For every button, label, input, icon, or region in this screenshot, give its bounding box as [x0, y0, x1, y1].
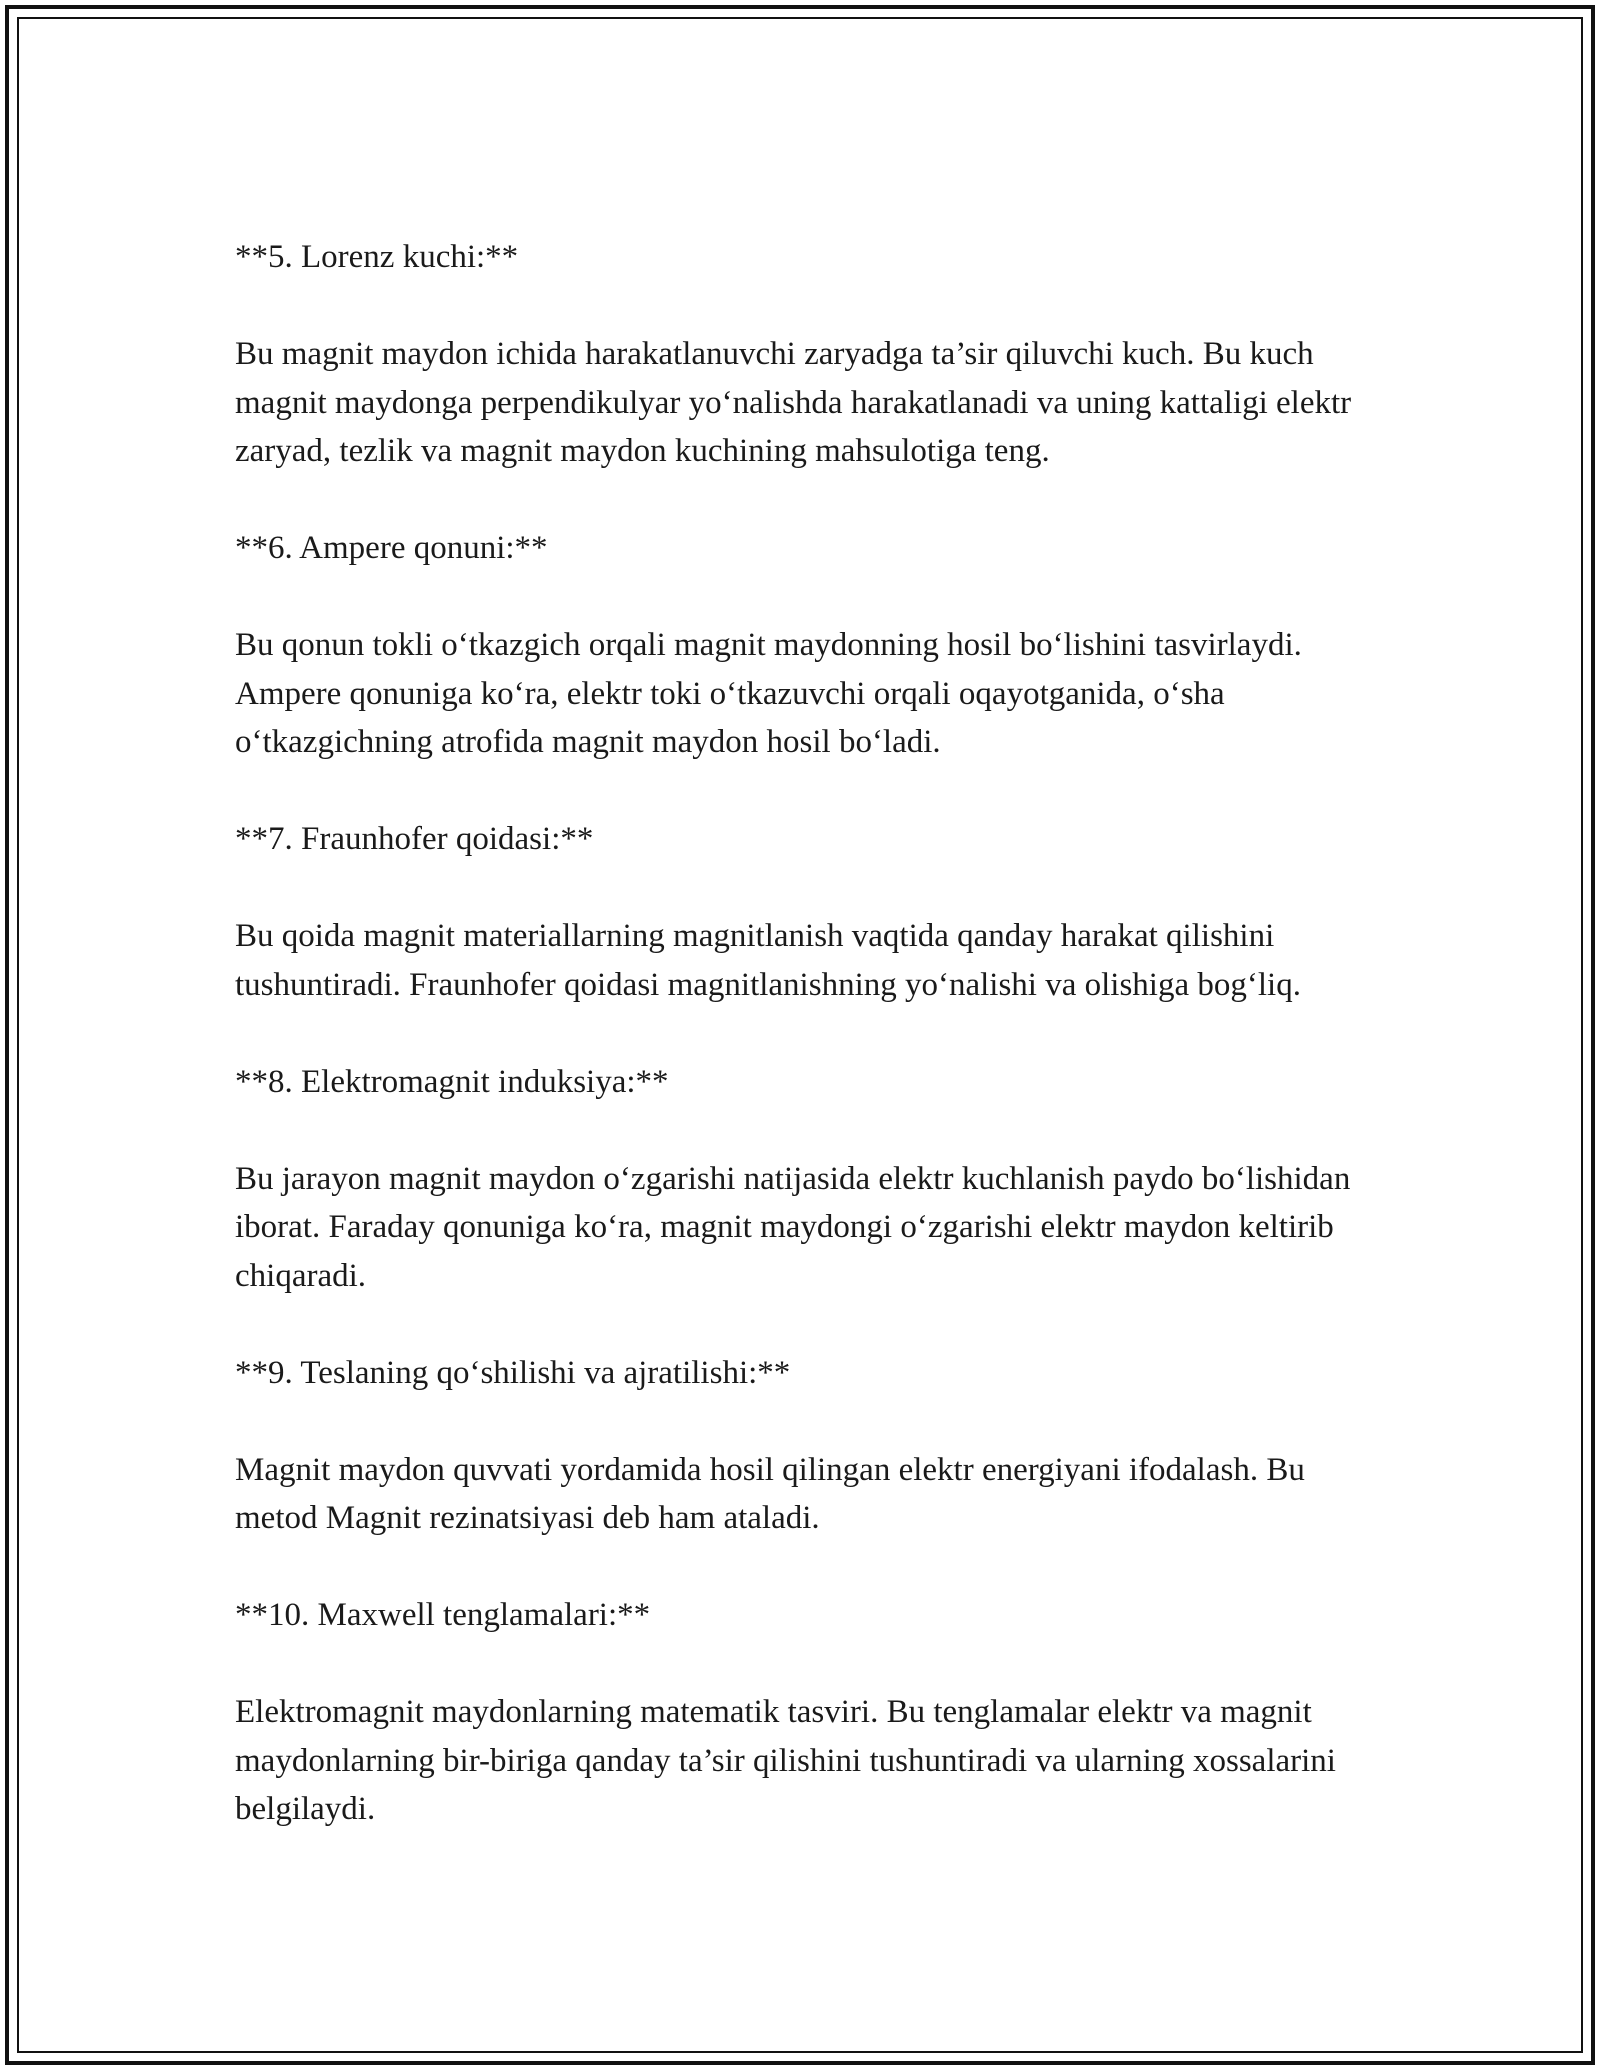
section-heading-10: **10. Maxwell tenglamalari:**	[235, 1597, 651, 1633]
section-paragraph-5: Bu magnit maydon ichida harakatlanuvchi zaryadga ta’sir qiluvchi kuch. Bu kuch magnit maydonga perpendikulyar yo‘nalishda harakatlanadi va uning kattaligi elektr zaryad, tezlik va magnit maydon kuchining mahsulotiga teng.	[235, 336, 1352, 469]
section-paragraph-6: Bu qonun tokli o‘tkazgich orqali magnit maydonning hosil bo‘lishini tasvirlaydi. Ampere qonuniga ko‘ra, elektr toki o‘tkazuvchi orqali oqayotganida, o‘sha o‘tkazgichning atrofida magnit maydon hosil bo‘ladi.	[235, 627, 1302, 760]
section-heading-9: **9. Teslaning qo‘shilishi va ajratilishi:**	[235, 1354, 791, 1391]
section-paragraph-9: Magnit maydon quvvati yordamida hosil qilingan elektr energiyani ifodalash. Bu metod Magnit rezinatsiyasi deb ham ataladi.	[235, 1451, 1305, 1536]
section-heading-6: **6. Ampere qonuni:**	[235, 530, 548, 566]
document-body	[235, 233, 1395, 1882]
section-heading-8: **8. Elektromagnit induksiya:**	[235, 1063, 669, 1100]
section-heading-7: **7. Fraunhofer qoidasi:**	[235, 821, 594, 857]
section-paragraph-8: Bu jarayon magnit maydon o‘zgarishi natijasida elektr kuchlanish paydo bo‘lishidan iborat. Faraday qonuniga ko‘ra, magnit maydongi o‘zgarishi elektr maydon keltirib chiqaradi.	[235, 1160, 1351, 1294]
section-paragraph-10: Elektromagnit maydonlarning matematik tasviri. Bu tenglamalar elektr va magnit maydonlarning bir-biriga qanday ta’sir qilishini tushuntiradi va ularning xossalarini belgilaydi.	[235, 1694, 1336, 1827]
section-paragraph-7: Bu qoida magnit materiallarning magnitlanish vaqtida qanday harakat qilishini tushuntiradi. Fraunhofer qoidasi magnitlanishning yo‘nalishi va olishiga bog‘liq.	[235, 918, 1301, 1003]
section-heading-5: **5. Lorenz kuchi:**	[235, 239, 519, 275]
